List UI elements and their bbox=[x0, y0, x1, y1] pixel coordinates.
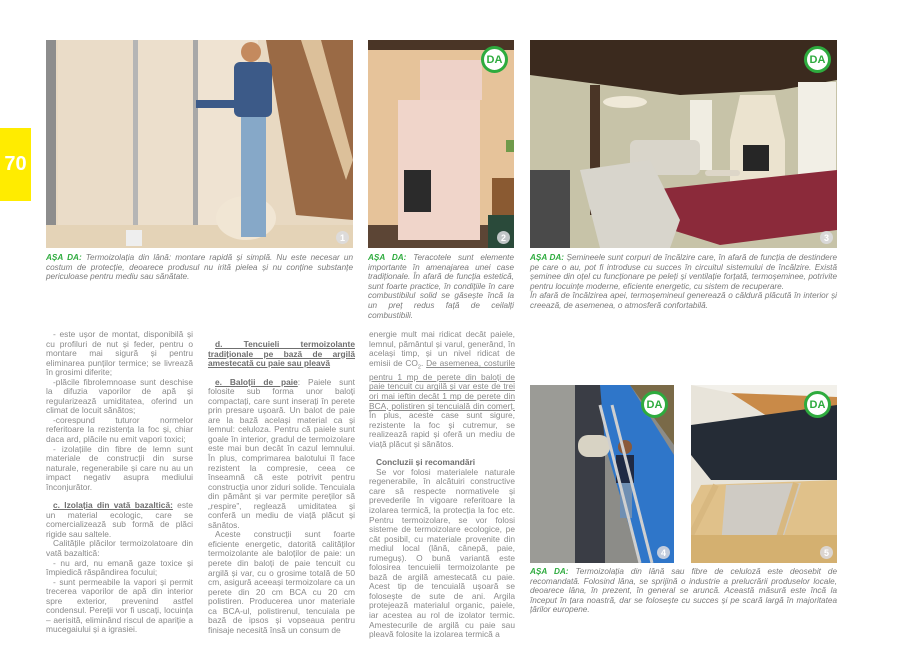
photo-number-badge: 4 bbox=[657, 546, 670, 559]
photo-number-badge: 3 bbox=[820, 231, 833, 244]
photo-living-room-fireplace bbox=[530, 40, 837, 248]
photo-number-badge: 5 bbox=[820, 546, 833, 559]
text-column-1 bbox=[46, 330, 193, 635]
caption-lead: AȘA DA: bbox=[46, 253, 82, 262]
caption-lead: AȘA DA: bbox=[530, 567, 569, 576]
caption-photo-3 bbox=[530, 253, 837, 311]
paragraph: - este ușor de montat, disponibilă și cu profiluri de nut și feder, pentru o montare mai sigură și pentru eliminarea punților termice; se livrează în grosimi diferite; bbox=[46, 329, 193, 378]
paragraph: Aceste construcții sunt foarte eficiente energetic, datorită calităților termoizolante ale baloților de paie: un perete din baloți de paie tencuit cu argilă și var, cu o grosime totală de 50 cm, asigură aceeași termoizolare ca un perete din 20 cm BCA cu 20 cm polistiren. Producerea unor materiale ca BCA-ul, polistirenul, tencuiala pe bază de ipsos și vopseaua pentru finisaje necesită însă un consum de bbox=[208, 529, 355, 635]
paragraph: Calitățile plăcilor termoizolatoare din vată bazaltică: bbox=[46, 538, 193, 559]
da-approved-badge: DA bbox=[804, 391, 831, 418]
paragraph: - nu ard, nu emană gaze toxice și împiedică răspândirea focului; bbox=[46, 557, 193, 578]
caption-text: Termoizolația din lână: montare rapidă și simplă. Nu este necesar un costum de protecție, deoarece produsul nu irită pielea și nu conține substanțe periculoase pentru mediu sau sănătate. bbox=[46, 253, 353, 282]
page-number: 70 bbox=[4, 153, 27, 175]
photo-wall-wool-insulation bbox=[530, 385, 674, 563]
photo-wool-insulation bbox=[46, 40, 353, 248]
paragraph: - sunt permeabile la vapori și permit trecerea vaporilor de apă din interior spre exterior, prevenind astfel condensul. Pereții vor fi uscați, locuința – aerisită, eliminând riscul de apariție a mucegaiului și a igrasiei. bbox=[46, 576, 193, 635]
subscript: 2 bbox=[417, 364, 421, 371]
section-heading-d: d. Tencuieli termoizolante tradiționale pe bază de argilă amestecată cu paie sau pleavă bbox=[208, 339, 355, 369]
photo-1-image bbox=[46, 40, 353, 248]
punctuation: . bbox=[420, 357, 427, 368]
text-column-2 bbox=[208, 340, 355, 635]
caption-photo-1 bbox=[46, 253, 353, 282]
paragraph: -plăcile fibrolemnoase sunt deschise la difuzia vaporilor de apă și regularizează umiditatea, oferind un climat de locuit sănătos; bbox=[46, 376, 193, 416]
caption-text: Termoizolația din lână sau fibre de celuloză este deosebit de recomandată. Folosind lâna, se sprijină o industrie a prelucrării produselor locale, deoarece lâna, în prezent, în general se aruncă. Această măsură este încă la început în țara noastră, dar se folosește cu succes și pe scară largă în majoritatea țărilor europene. bbox=[530, 567, 838, 615]
paragraph: În plus, aceste case sunt sigure, rezistente la foc și cutremur, se realizează rapid și oferă un mediu de viață plăcut și sănătos. bbox=[369, 410, 515, 449]
text-column-3 bbox=[369, 330, 515, 640]
paragraph: - izolațiile din fibre de lemn sunt materiale de construcții din surse naturale, regenerabile și care nu au un impact negativ asupra mediului înconjurător. bbox=[46, 443, 193, 492]
caption-photo-4-5 bbox=[530, 567, 837, 615]
caption-text: Șemineele sunt corpuri de încălzire care, în afară de funcția de destindere pe care o au, pot fi introduse cu succes în circuitul sistemului de încălzire. Există șeminee din oțel cu funcționare pe peleți și ventilație forțată, termoșeminee, potrivite pentru locuințe moderne, eficiente energetic, cu sistem de recuperare. bbox=[530, 253, 837, 291]
section-heading-e: e. Baloții de paie bbox=[215, 376, 298, 387]
photo-tiled-stove bbox=[368, 40, 514, 248]
photo-3-image bbox=[530, 40, 837, 248]
paragraph: este un material ecologic, care se comercializează sub formă de plăci rigide sau saltele. bbox=[46, 500, 193, 539]
paragraph: energie mult mai ridicat decât paiele, lemnul, pământul și varul, generând, în același timp, și un nivel ridicat de emisii de CO bbox=[369, 329, 515, 368]
page-number-tab bbox=[0, 128, 31, 201]
photo-number-badge: 1 bbox=[336, 231, 349, 244]
da-approved-badge: DA bbox=[641, 391, 668, 418]
da-approved-badge: DA bbox=[804, 46, 831, 73]
caption-text-2: În afară de încălzirea apei, termoșemineul generează o căldură plăcută în interior și creează, de asemenea, o atmosferă confortabilă. bbox=[530, 291, 837, 310]
paragraph: Se vor folosi materialele naturale regenerabile, în alcătuiri constructive care să respecte normativele și prevederile în vigoare referitoare la izolarea termică, la protecția la foc etc. Pentru termoizolare, se vor folosi sisteme de termoizolare ecologice, pe cât posibil, cu materiale provenite din mediul local (lână, cânepă, paie, rumeguș). O bună variantă este folosirea tencuielii termoizolante pe bază de argilă amestecată cu paie. Acest tip de tencuială ușoară se folosește de sute de ani. Argila protejează materialul organic, paiele, iar acestea au rol de izolator termic. Amestecurile de argilă cu paie sau pleavă folosite la izolarea termică a bbox=[369, 466, 515, 640]
caption-text: Teracotele sunt elemente importante în amenajarea unei case tradiționale. În afară de funcția estetică, sunt foarte practice, în condițiile în care combustibilul solid se găsește încă la un preț redus față de ceilalți combustibili. bbox=[368, 253, 515, 320]
caption-photo-2 bbox=[368, 253, 514, 320]
paragraph: -corespund tuturor normelor referitoare la rezistența la foc și, chiar daca ard, plăcile nu emit vapori toxici; bbox=[46, 414, 193, 445]
underlined-text: De asemenea, costurile pentru 1 mp de perete din baloți de paie tencuit cu argilă și var este de trei ori mai ieftin decât 1 mp de perete din BCA, polistiren și tencuială din comerț. bbox=[369, 357, 516, 411]
section-heading-c: c. Izolația din vată bazaltică: bbox=[53, 500, 173, 511]
photo-number-badge: 2 bbox=[497, 231, 510, 244]
paragraph: : Paiele sunt folosite sub forma unor baloți compactați, care sunt inserați în perete prin presare ușoară. Un balot de paie are la bază același material ca și lemnul: celuloza. Pentru că paiele sunt goale în interior, gradul de termoizolare este mai bun decât în cazul lemnului. În plus, comprimarea balotului îl face rezistent la compresie, ceea ce înseamnă că este potrivit pentru construcția unor ziduri solide. Tencuiala din pământ și var permite pereților să „respire”, reglează umiditatea și conferă un mediu de viață plăcut și sănătos. bbox=[208, 376, 355, 530]
caption-lead: AȘA DA: bbox=[368, 253, 407, 262]
caption-lead: AȘA DA: bbox=[530, 253, 565, 262]
da-approved-badge: DA bbox=[481, 46, 508, 73]
photo-cellulose-roof bbox=[691, 385, 837, 563]
section-heading-conclusions: Concluzii și recomandări bbox=[376, 457, 476, 468]
